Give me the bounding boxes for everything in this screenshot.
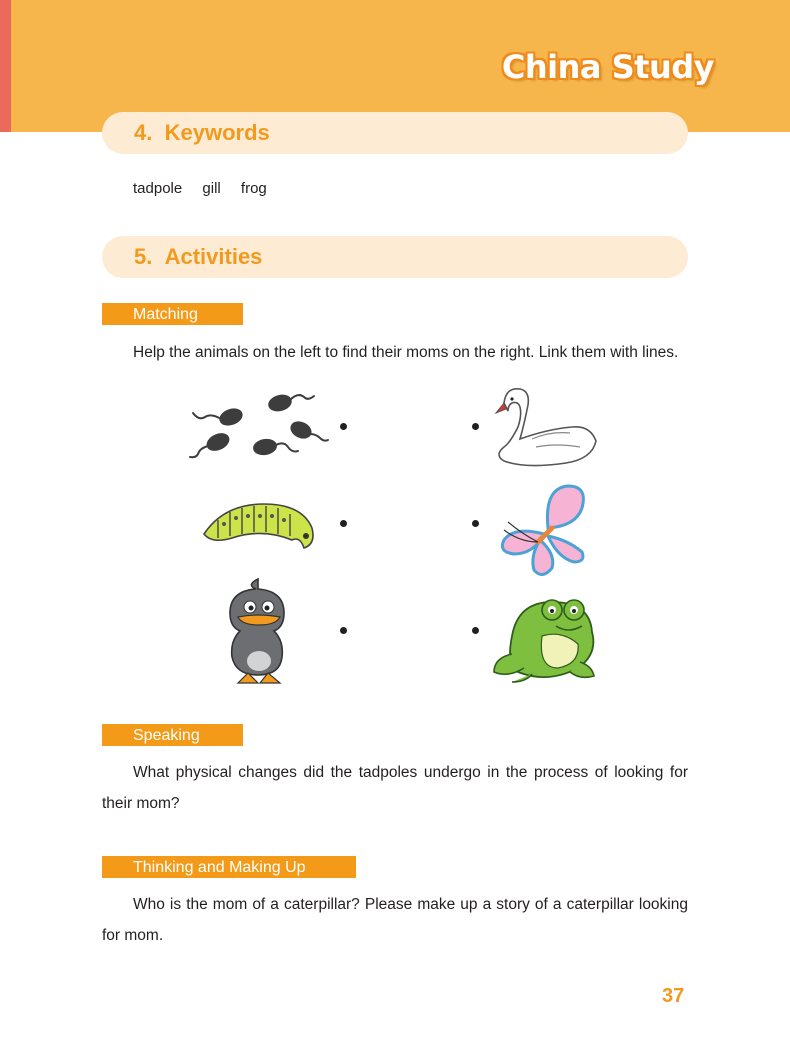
caterpillar-icon	[200, 500, 318, 550]
thinking-label: Thinking and Making Up	[102, 856, 356, 878]
header-left-stripe	[0, 0, 11, 132]
brand-title: China Study	[501, 48, 714, 86]
match-dot-left-3[interactable]	[340, 627, 347, 634]
match-dot-right-2[interactable]	[472, 520, 479, 527]
keywords-list	[133, 180, 281, 197]
section-number: 5.	[134, 244, 153, 269]
thinking-question: Who is the mom of a caterpillar? Please make up a story of a caterpillar looking for mom.	[102, 896, 688, 944]
section-activities-heading	[134, 244, 262, 270]
section-title: Keywords	[164, 120, 270, 145]
tadpoles-icon	[188, 390, 338, 462]
speaking-question: What physical changes did the tadpoles undergo in the process of looking for their mom?	[102, 764, 688, 812]
section-title: Activities	[164, 244, 263, 269]
section-activities-bar	[102, 236, 688, 278]
match-dot-left-1[interactable]	[340, 423, 347, 430]
keyword: tadpole	[133, 180, 183, 197]
matching-label: Matching	[102, 303, 243, 325]
frog-icon	[492, 596, 600, 684]
keyword: gill	[202, 180, 221, 197]
swan-icon	[492, 385, 600, 467]
butterfly-icon	[498, 482, 594, 582]
match-dot-right-1[interactable]	[472, 423, 479, 430]
keyword: frog	[240, 180, 267, 197]
page-number: 37	[662, 985, 685, 1007]
match-dot-left-2[interactable]	[340, 520, 347, 527]
section-keywords-heading	[134, 120, 270, 146]
speaking-label: Speaking	[102, 724, 243, 746]
section-keywords-bar	[102, 112, 688, 154]
match-dot-right-3[interactable]	[472, 627, 479, 634]
matching-instruction: Help the animals on the left to find their moms on the right. Link them with lines.	[133, 344, 679, 361]
section-number: 4.	[134, 120, 153, 145]
duckling-icon	[228, 577, 290, 687]
